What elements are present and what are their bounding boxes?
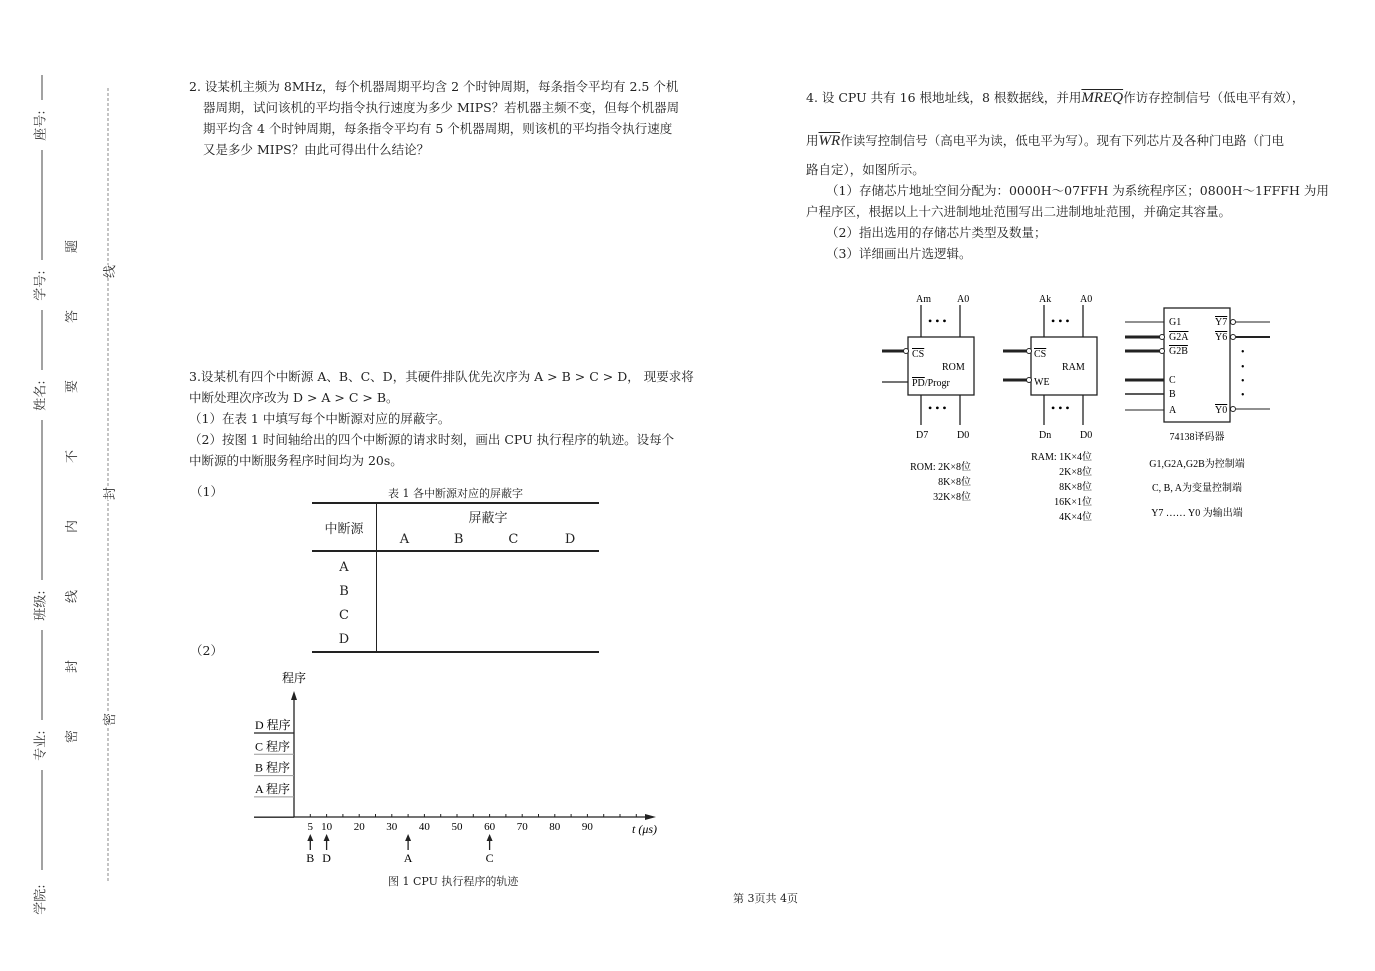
svg-text:•: • [1241,376,1245,387]
x-tick-label: 30 [386,821,398,833]
decoder-pin-y7: Y7 [1215,317,1228,328]
q2-line: 又是多少 MIPS？由此可得出什么结论？ [203,142,430,157]
ram-option: RAM: 1K×4位 [1031,452,1092,463]
decoder-pin-b: B [1169,389,1176,400]
ram-option: 4K×4位 [1059,512,1092,523]
q3-line: （2）按图 1 时间轴给出的四个中断源的请求时刻，画出 CPU 执行程序的轨迹。设每个 [189,432,675,447]
ram-chip [1003,294,1097,523]
rom-pd-pin: PD [912,378,925,389]
request-source-label: A [403,851,413,865]
decoder-74138 [1125,308,1270,519]
question-3 [189,366,749,471]
q4-text: 路自定），如图所示。 [806,162,925,177]
q2-line: 2. 设某机主频为 8MHz，每个机器周期平均含 2 个时钟周期，每条指令平均有 2.5 个机 [189,79,679,94]
q3-line: 中断处理次序改为 D > A > C > B。 [189,390,399,405]
q4-item: （1）存储芯片地址空间分配为：0000H～07FFH 为系统程序区；0800H～1FFFH 为用 [826,183,1329,198]
col-header: B [432,528,486,551]
x-tick-label: 40 [418,821,430,833]
seal-char: 封 [65,659,81,674]
q3-line: （1）在表 1 中填写每个中断源对应的屏蔽字。 [189,411,451,426]
row-label: C [312,603,377,627]
rom-cs-pin: CS [912,349,925,360]
page-number: 第 3页共 4页 [733,892,798,905]
rom-option: 32K×8位 [933,492,971,503]
rom-prog-pin: /Progr [924,378,950,389]
decoder-pin-a: A [1169,405,1177,416]
q4-text: 4. 设 CPU 共有 16 根地址线，8 根数据线，并用 [806,90,1082,105]
mask-cell[interactable] [377,579,600,603]
figure-1-caption: 图 1 CPU 执行程序的轨迹 [388,875,519,888]
x-tick-label: 70 [516,821,528,833]
x-tick-label: 5 [307,821,314,833]
ram-data-low: D0 [1080,430,1093,441]
part-2-label: （2） [190,643,223,658]
mask-cell[interactable] [377,603,600,627]
rom-label: ROM [942,362,965,373]
mask-cell[interactable] [377,551,600,579]
q4-item: 户程序区，根据以上十六进制地址范围写出二进制地址范围，并确定其容量。 [806,204,1232,219]
request-source-label: C [485,851,494,865]
rom-data-high: D7 [916,430,929,441]
seal-char: 不 [65,449,81,464]
student-id-label: 学号: [33,270,49,301]
seat-number-label: 座号: [33,110,49,141]
q4-item: （2）指出选用的存储芯片类型及数量； [826,225,1047,240]
svg-text:•: • [1241,347,1245,358]
arrow-up-icon [405,834,411,841]
seal-char: 内 [65,519,81,534]
ram-data-high: Dn [1039,430,1052,441]
q4-text: 作访存控制信号（低电平有效）， [1123,90,1305,105]
svg-text:•: • [1241,390,1245,401]
dots: • • • [928,401,947,415]
y-axis-arrow-icon [291,691,297,700]
class-label: 班级: [33,590,49,621]
decoder-note: C, B, A为变量控制端 [1151,483,1243,494]
decoder-note: G1,G2A,G2B为控制端 [1149,459,1245,470]
cpu-trace-timeline [240,660,680,895]
col-header: D [541,528,599,551]
decoder-pin-y6: Y6 [1215,332,1228,343]
svg-text:•: • [1241,362,1245,373]
question-4 [806,86,1346,264]
row-label: D [312,627,377,652]
rom-option: 8K×8位 [938,477,971,488]
binding-margin-lines [0,0,130,971]
ram-option: 2K×8位 [1059,467,1092,478]
program-row-label: D 程序 [255,718,291,732]
row-label: B [312,579,377,603]
seal-char: 题 [65,239,81,254]
part-1-label: （1） [190,484,223,499]
rom-addr-low: A0 [957,294,970,305]
seal-char: 密 [65,729,81,744]
question-2 [189,76,749,160]
ram-label: RAM [1062,362,1085,373]
ram-we-pin: WE [1034,377,1050,388]
x-tick-label: 10 [321,821,333,833]
program-row-label: A 程序 [255,781,291,796]
arrow-up-icon [324,834,330,841]
dots: • • • [928,314,947,328]
x-tick-label: 20 [353,821,365,833]
group-header: 屏蔽字 [377,503,600,528]
program-row-label: B 程序 [255,760,291,775]
rom-data-low: D0 [957,430,970,441]
col-header: A [377,528,432,551]
name-label: 姓名: [33,380,49,411]
x-axis-label: t (μs) [632,822,658,836]
rom-chip [882,294,974,503]
cut-line-char: 密 [99,713,118,726]
mask-word-table [312,502,599,653]
ram-addr-low: A0 [1080,294,1093,305]
table-caption: 表 1 各中断源对应的屏蔽字 [388,487,523,500]
arrow-up-icon [487,834,493,841]
seal-char: 答 [65,309,81,324]
cut-line-char: 封 [99,487,118,500]
decoder-note: Y7 …… Y0 为输出端 [1151,508,1243,519]
decoder-pin-g2a: G2A [1169,332,1189,343]
q4-text: 作读写控制信号（高电平为读，低电平为写）。现有下列芯片及各种门电路（门电 [840,133,1284,148]
q3-line: 3.设某机有四个中断源 A、B、C、D，其硬件排队优先次序为 A > B > C > D， 现要求将 [189,369,694,384]
decoder-label: 74138译码器 [1169,432,1225,443]
request-source-label: D [322,851,331,865]
seal-char: 要 [65,379,81,394]
ram-option: 8K×8位 [1059,482,1092,493]
x-tick-label: 60 [484,821,496,833]
decoder-pin-g2b: G2B [1169,346,1188,357]
svg-text:• • •: • • • [1051,314,1070,328]
x-axis-arrow-icon [645,814,656,820]
arrow-up-icon [307,834,313,841]
y-axis-label: 程序 [282,671,307,685]
x-tick-label: 90 [581,821,593,833]
mreq-signal: MREQ [1081,90,1124,106]
seal-char: 线 [65,589,81,604]
row-label: A [312,551,377,579]
rom-option: ROM: 2K×8位 [910,462,971,473]
program-row-label: C 程序 [255,739,291,754]
col-header: C [486,528,542,551]
major-label: 专业: [33,730,49,761]
ram-addr-high: Ak [1039,294,1052,305]
q3-line: 中断源的中断服务程序时间均为 20s。 [189,453,403,468]
cut-line-char: 线 [99,265,118,278]
mask-cell[interactable] [377,627,600,652]
q2-line: 期平均含 4 个时钟周期，每条指令平均有 5 个机器周期，则该机的平均指令执行速度 [203,121,673,136]
row-header: 中断源 [312,503,377,551]
q4-item: （3）详细画出片选逻辑。 [826,246,972,261]
wr-signal: $\overline{WR}$ [818,133,841,149]
rom-addr-high: Am [916,294,931,305]
chip-diagram [870,285,1290,535]
q4-text: 用 [806,133,819,148]
ram-cs-pin: CS [1034,349,1047,360]
x-tick-label: 80 [549,821,561,833]
svg-text:PD/Progr [912,378,950,389]
ram-option: 16K×1位 [1054,497,1092,508]
q2-line: 器周期，试问该机的平均指令执行速度为多少 MIPS？若机器主频不变，但每个机器周 [203,100,680,115]
college-label: 学院: [33,884,49,915]
decoder-pin-y0: Y0 [1215,405,1228,416]
x-tick-label: 50 [451,821,463,833]
decoder-pin-g1: G1 [1169,317,1182,328]
decoder-pin-c: C [1169,375,1176,386]
request-source-label: B [306,851,315,865]
svg-text:• • •: • • • [1051,401,1070,415]
